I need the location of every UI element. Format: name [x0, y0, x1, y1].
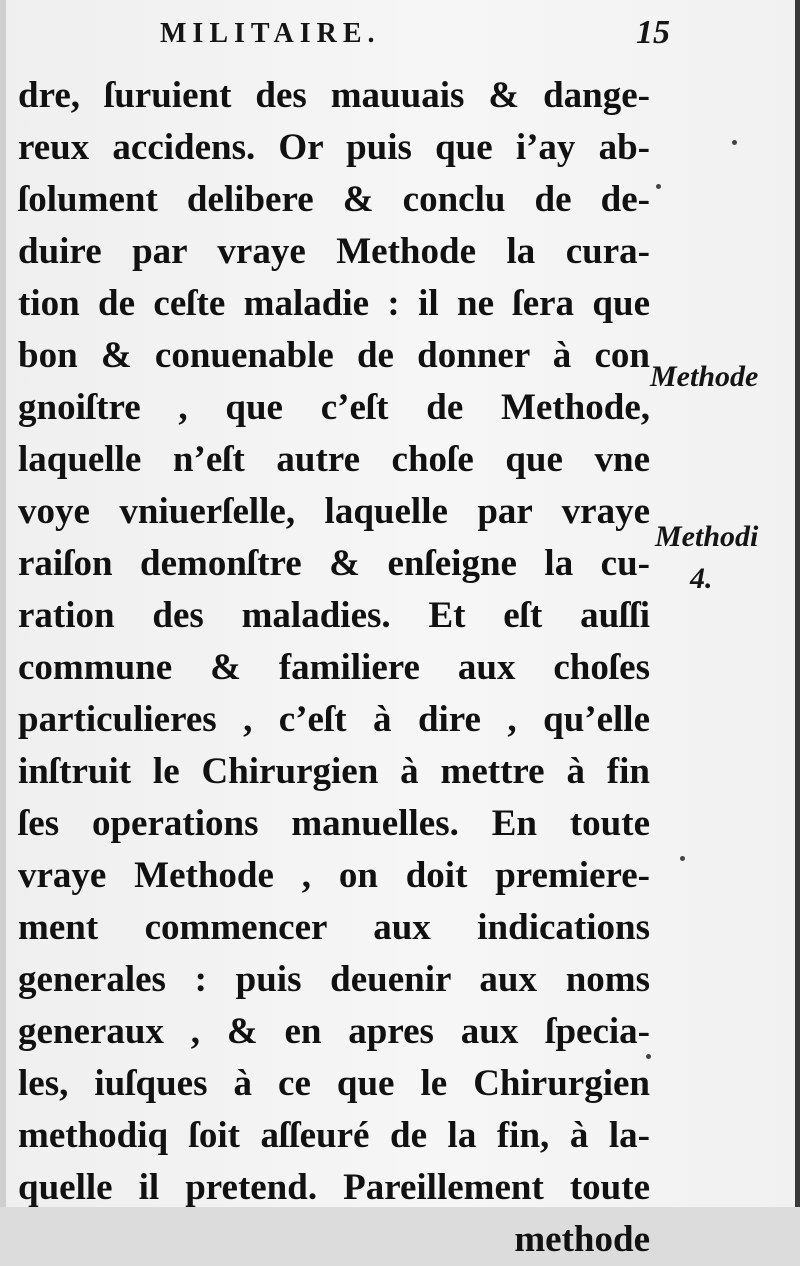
ink-speck: [656, 184, 661, 189]
running-head: MILITAIRE.: [160, 18, 381, 49]
text-line: vraye Methode , on doit premiere-: [18, 855, 650, 896]
text-line: duire par vraye Methode la cura-: [18, 231, 650, 272]
text-line: gnoiſtre , que c’eſt de Methode,: [18, 387, 650, 428]
marginal-note-number: 4.: [690, 562, 713, 595]
marginal-note-methodi: Methodi: [655, 520, 759, 553]
catchword-line: methode: [514, 1219, 650, 1260]
ink-speck: [646, 1054, 651, 1059]
text-line: bon & conuenable de donner à con: [18, 335, 650, 376]
page-edge-left: [0, 0, 6, 1207]
text-line: generales : puis deuenir aux noms: [18, 959, 650, 1000]
text-line: commune & familiere aux choſes: [18, 647, 650, 688]
text-line: particulieres , c’eſt à dire , qu’elle: [18, 699, 650, 740]
page-number: 15: [636, 14, 670, 51]
page-edge-right: [795, 0, 800, 1207]
text-line: voye vniuerſelle, laquelle par vraye: [18, 491, 650, 532]
text-line: tion de ceſte maladie : il ne ſera que: [18, 283, 650, 324]
text-line: raiſon demonſtre & enſeigne la cu-: [18, 543, 650, 584]
text-line: dre, ſuruient des mauuais & dange-: [18, 75, 650, 116]
text-line: generaux , & en apres aux ſpecia-: [18, 1011, 650, 1052]
text-line: ſes operations manuelles. En toute: [18, 803, 650, 844]
text-line: ment commencer aux indications: [18, 907, 650, 948]
text-line: ration des maladies. Et eſt auſſi: [18, 595, 650, 636]
text-line: laquelle n’eſt autre choſe que vne: [18, 439, 650, 480]
ink-speck: [680, 856, 685, 861]
text-line: quelle il pretend. Pareillement toute: [18, 1167, 650, 1208]
text-line: reux accidens. Or puis que i’ay ab-: [18, 127, 650, 168]
marginal-note-methode: Methode: [650, 360, 759, 393]
text-line: ſolument delibere & conclu de de-: [18, 179, 650, 220]
ink-speck: [732, 140, 737, 145]
text-line: inſtruit le Chirurgien à mettre à fin: [18, 751, 650, 792]
text-line: les, iuſques à ce que le Chirurgien: [18, 1063, 650, 1104]
text-line: methodiq ſoit aſſeuré de la fin, à la-: [18, 1115, 650, 1156]
